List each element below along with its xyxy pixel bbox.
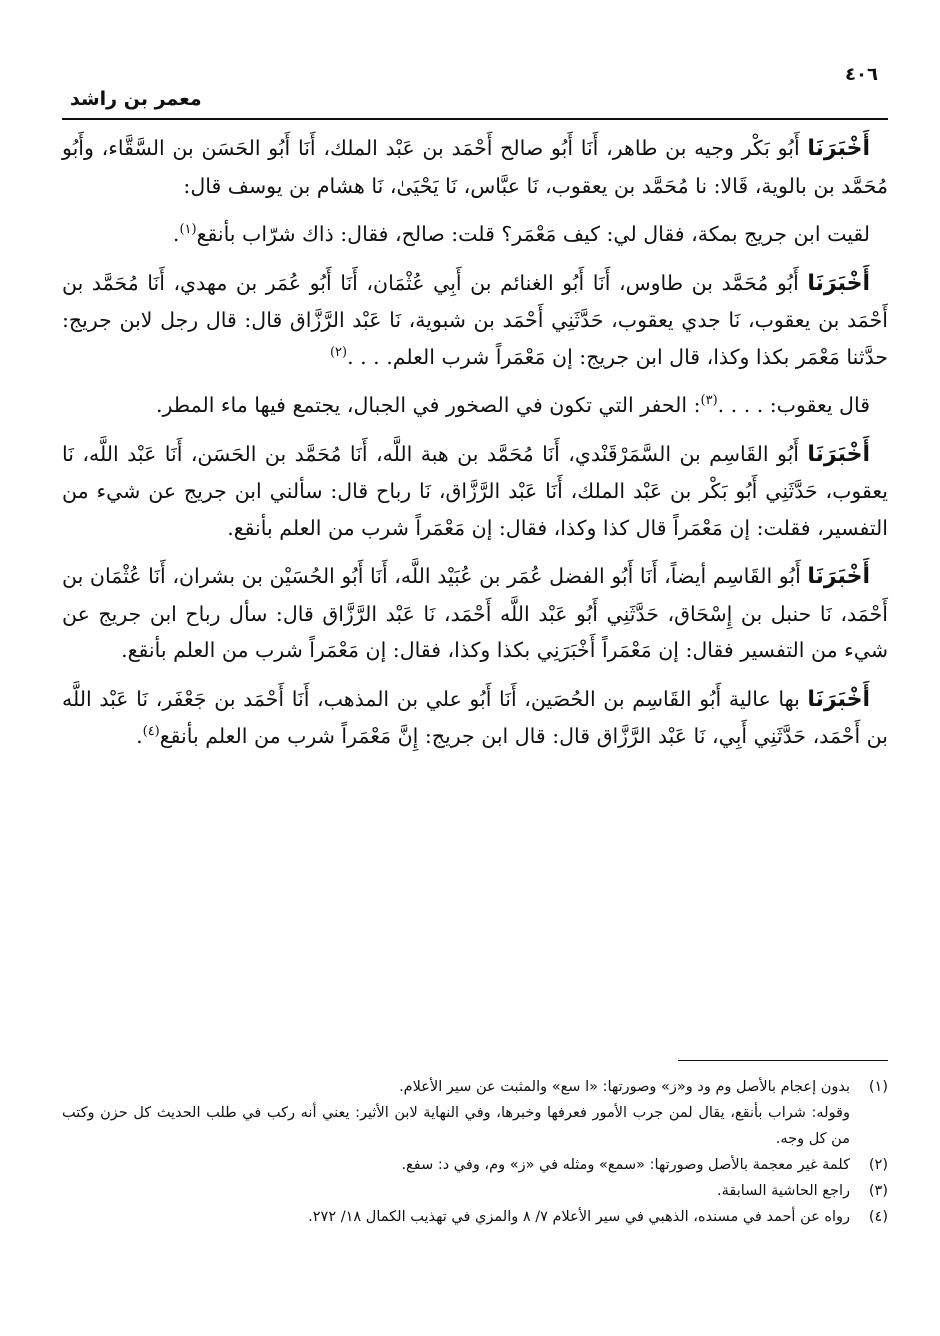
paragraph-text: أَبُو القَاسِم أيضاً، أَنَا أَبُو الفضل عُمَر بن عُبَيْد اللَّه، أَنَا أَبُو الحُسَيْن بن بشران، أَنَا عُثْمَان بن أَحْمَد، نَا حنبل بن إِسْحَاق، حَدَّثَنِي أَبُو عَبْد اللَّه أَحْمَد، نَا عَبْد الرَّزَّاق قال: سأل رباح ابن جريج عن شيء من التفسير فقال: إن مَعْمَراً أَخْبَرَنِي بكذا وكذا، فقال: إن مَعْمَراً شرب من العلم بأنقع.	[62, 564, 888, 662]
paragraph-5	[62, 436, 888, 547]
paragraph-text: بها عالية أَبُو القَاسِم بن الحُصَين، أَنَا أَبُو علي بن المذهب، أَنَا أَحْمَد بن جَعْفَر، نَا عَبْد اللَّه بن أَحْمَد، حَدَّثَنِي أَبِي، نَا عَبْد الرَّزَّاق قال: قال ابن جريج: إِنَّ مَعْمَراً شرب من العلم بأنقع	[62, 686, 888, 748]
footnote-text: رواه عن أحمد في مسنده، الذهبي في سير الأعلام ٧/ ٨ والمزي في تهذيب الكمال ١٨/ ٢٧٢.	[308, 1209, 850, 1225]
paragraph-tail: .	[136, 724, 143, 748]
running-head	[62, 60, 888, 110]
footnote-ref[interactable]: (٤)	[142, 724, 160, 740]
paragraph-6	[62, 558, 888, 669]
footnote-text: كلمة غير معجمة بالأصل وصورتها: «سمع» ومثله في «ز» وم، وفي د: سفع.	[401, 1157, 850, 1173]
paragraph-text: أَبُو القَاسِم بن السَّمَرْقَنْدي، أَنَا مُحَمَّد بن هبة اللَّه، أَنَا مُحَمَّد بن الحَسَن، أَنَا عَبْد اللَّه، نَا يعقوب، حَدَّثَنِي أَبُو بَكْر بن عَبْد الملك، أَنَا عَبْد الرَّزَّاق، نَا رباح قال: سألني ابن جريج عن شيء من التفسير، فقلت: إن مَعْمَراً قال كذا وكذا، فقال: إن مَعْمَراً شرب من العلم بأنقع.	[62, 441, 888, 540]
paragraph-tail: .	[172, 222, 180, 246]
footnote-ref[interactable]: (٣)	[700, 393, 718, 409]
footnote-number: (٣)	[868, 1183, 888, 1199]
footnote-number: (٤)	[868, 1209, 888, 1225]
paragraph-text: قال يعقوب: . . . .	[717, 393, 870, 417]
paragraph-tail: : الحفر التي تكون في الصخور في الجبال، يجتمع فيها ماء المطر.	[155, 393, 701, 417]
isnad-lead: أَخْبَرَنَا	[807, 686, 870, 712]
isnad-lead: أَخْبَرَنَا	[807, 564, 870, 589]
footnote-1-continued	[62, 1100, 888, 1152]
running-title: معمر بن راشد	[70, 88, 202, 110]
paragraph-text: أَبُو بَكْر وجيه بن طاهر، أَنَا أَبُو صالح أَحْمَد بن عَبْد الملك، أَنَا أَبُو الحَسَن بن السَّقَّاء، وأَبُو مُحَمَّد بن بالوية، قَالا: نا مُحَمَّد بن يعقوب، نَا عبَّاس، نَا يَحْيَىٰ، نَا هشام بن يوسف قال:	[62, 136, 888, 198]
footnote-rule	[678, 1060, 888, 1061]
paragraph-text: أَبُو مُحَمَّد بن طاوس، أَنَا أَبُو الغنائم بن أَبِي عُثْمَان، أَنَا أَبُو عُمَر بن مهدي، أَنَا مُحَمَّد بن أَحْمَد بن يعقوب، نَا جدي يعقوب، حَدَّثَنِي أَحْمَد بن شبوية، نَا عَبْد الرَّزَّاق قال: قال رجل لابن جريج: حدَّثنا مَعْمَر بكذا وكذا، قال ابن جريج: إن مَعْمَراً شرب العلم. . . .	[62, 270, 888, 369]
footnote-3	[62, 1178, 888, 1204]
footnote-number: (٢)	[868, 1157, 888, 1173]
header-rule	[62, 118, 888, 120]
isnad-lead: أَخْبَرَنَا	[807, 441, 870, 467]
footnote-2	[62, 1152, 888, 1178]
footnote-1	[62, 1074, 888, 1100]
paragraph-7	[62, 681, 888, 755]
paragraph-2	[62, 216, 888, 253]
footnote-4	[62, 1204, 888, 1230]
book-page	[62, 52, 888, 1302]
footnote-text: راجع الحاشية السابقة.	[716, 1183, 850, 1199]
isnad-lead: أَخْبَرَنَا	[807, 136, 870, 161]
isnad-lead: أَخْبَرَنَا	[807, 270, 870, 296]
footnote-text: بدون إعجام بالأصل وم ود و«ز» وصورتها: «ا سع» والمثبت عن سير الأعلام.	[399, 1079, 850, 1095]
paragraph-4	[62, 387, 888, 424]
footnote-text: وقوله: شراب بأنقع، يقال لمن جرب الأمور فعرفها وخبرها، وفي النهاية لابن الأثير: يعني أنه ركب في طلب الحديث كل حزن وكتب من كل وجه.	[62, 1105, 850, 1147]
footnotes	[62, 1074, 888, 1230]
page-number: ٤٠٦	[845, 64, 878, 85]
paragraph-1	[62, 130, 888, 204]
footnote-ref[interactable]: (٢)	[329, 344, 348, 360]
footnote-number: (١)	[868, 1079, 888, 1095]
paragraph-3	[62, 265, 888, 376]
paragraph-text: لقيت ابن جريج بمكة، فقال لي: كيف مَعْمَر؟ قلت: صالح، فقال: ذاك شرّاب بأنقع	[196, 222, 870, 246]
footnote-ref[interactable]: (١)	[179, 222, 197, 238]
main-text	[62, 130, 888, 767]
